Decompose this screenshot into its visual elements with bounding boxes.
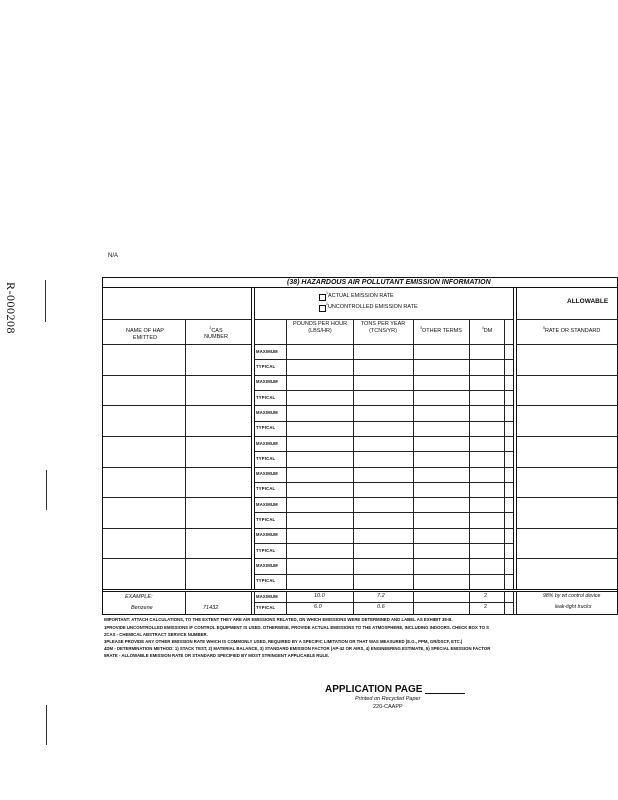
footnote-ref: 4 <box>481 326 484 330</box>
actual-emission-checkbox[interactable] <box>319 294 326 301</box>
example-max-dm: 2 <box>484 593 488 599</box>
pollutant-divider <box>516 558 618 559</box>
footnote-5: 5RATE - ALLOWABLE EMISSION RATE OR STANDARD SPECIFIED BY MOST STRINGENT APPLICABLE RULE. <box>104 653 330 658</box>
actual-emission-label: ACTUAL EMISSION RATE <box>327 292 394 299</box>
pollutant-divider <box>103 558 251 559</box>
margin-line <box>46 705 47 745</box>
col-header-tons-yr: TONS PER YEAR (TCNS/YR) <box>360 321 406 334</box>
uncontrolled-emission-label: UNCONTROLLED EMISSION RATE <box>327 303 418 310</box>
example-max-label: MAXIMUM <box>256 594 278 599</box>
printed-on-recycled: Printed on Recycled Paper <box>355 696 421 702</box>
row-label-maximum: MAXIMUM <box>256 501 278 507</box>
row-divider <box>254 497 513 498</box>
footnote-ref: 1 <box>326 302 328 306</box>
example-typ-label: TYPICAL <box>256 605 276 610</box>
row-label-typical: TYPICAL <box>256 578 276 584</box>
pollutant-divider <box>103 375 251 376</box>
pollutant-divider <box>103 405 251 406</box>
row-divider <box>254 451 513 452</box>
row-divider <box>254 558 513 559</box>
footnote-4: 4DM - DETERMINATION METHOD: 1) STACK TEST, 2) MATERIAL BALANCE, 3) STANDARD EMISSION FACTOR (AP-42 OR AIRS, 4) ENGINEERING ESTIMATE, 5) SPECIAL EMISSION FACTOR <box>104 646 491 651</box>
pollutant-divider <box>516 467 618 468</box>
footnote-important: IMPORTANT: ATTACH CALCULATIONS, TO THE EXTENT THEY ARE AIR EMISSIONS RELATED, ON WHICH EMISSIONS WERE DETERMINED AND LABEL AS EXHIBIT 38-B. <box>104 617 453 622</box>
col-header-other: OTHER TERMS <box>422 327 462 334</box>
row-label-maximum: MAXIMUM <box>256 440 278 446</box>
pollutant-divider <box>103 497 251 498</box>
row-label-maximum: MAXIMUM <box>256 471 278 477</box>
document-stamp: R-000208 <box>4 282 18 334</box>
form-title: (38) HAZARDOUS AIR POLLUTANT EMISSION INFORMATION <box>287 279 491 286</box>
row-label-typical: TYPICAL <box>256 425 276 431</box>
pollutant-divider <box>516 375 618 376</box>
row-divider <box>254 467 513 468</box>
pollutant-divider <box>516 405 618 406</box>
row-divider <box>254 421 513 422</box>
row-divider <box>254 482 513 483</box>
row-label-typical: TYPICAL <box>256 455 276 461</box>
row-divider <box>254 528 513 529</box>
pollutant-divider <box>516 497 618 498</box>
hap-emission-table <box>102 277 618 615</box>
example-max-tons: 7.2 <box>377 593 385 599</box>
row-divider <box>254 512 513 513</box>
pollutant-divider <box>103 528 251 529</box>
row-divider <box>254 375 513 376</box>
footnote-ref: 2 <box>209 326 212 330</box>
pollutant-divider <box>516 528 618 529</box>
row-label-typical: TYPICAL <box>256 517 276 523</box>
example-hap-name: Benzene <box>131 605 153 611</box>
row-label-typical: TYPICAL <box>256 547 276 553</box>
example-typ-lbs: 6.0 <box>314 604 322 610</box>
example-allowable-1: 98% by wt control device <box>543 593 601 599</box>
row-label-maximum: MAXIMUM <box>256 379 278 385</box>
footnote-ref: 5 <box>543 326 545 330</box>
pollutant-divider <box>516 436 618 437</box>
example-typ-tons: 0.6 <box>377 604 385 610</box>
footnote-2: 2CAS - CHEMICAL ABSTRACT SERVICE NUMBER. <box>104 632 208 637</box>
page-number-line[interactable] <box>425 693 465 694</box>
row-label-maximum: MAXIMUM <box>256 532 278 538</box>
uncontrolled-emission-checkbox[interactable] <box>319 305 326 312</box>
col-header-cas: CAS NUMBER <box>204 327 228 341</box>
col-header-hap-name: NAME OF HAP EMITTED <box>126 328 164 341</box>
row-divider <box>254 543 513 544</box>
na-label: N/A <box>108 253 119 259</box>
row-divider <box>254 436 513 437</box>
row-label-typical: TYPICAL <box>256 394 276 400</box>
margin-line <box>45 280 46 322</box>
row-label-typical: TYPICAL <box>256 363 276 369</box>
margin-line <box>46 470 47 510</box>
example-allowable-2: leak-tight trucks <box>555 604 592 610</box>
example-cas: 71432 <box>203 605 219 611</box>
pollutant-divider <box>103 467 251 468</box>
example-max-lbs: 10.0 <box>314 593 325 599</box>
col-header-rate: RATE OR STANDARD <box>544 327 601 334</box>
form-code: 220-CAAPP <box>373 704 403 710</box>
allowable-heading: ALLOWABLE <box>567 298 609 305</box>
application-page-title: APPLICATION PAGE <box>325 684 423 695</box>
row-divider <box>254 405 513 406</box>
row-label-maximum: MAXIMUM <box>256 409 278 415</box>
footnote-1: 1PROVIDE UNCONTROLLED EMISSIONS IF CONTROL EQUIPMENT IS USED. OTHERWISE, PROVIDE ACTUAL EMISSIONS TO THE ATMOSPHERE, INCLUDING INDOORS. CHECK BOX TO S <box>104 625 490 630</box>
row-label-maximum: MAXIMUM <box>256 563 278 569</box>
col-header-dm: DM <box>483 327 493 334</box>
row-divider <box>254 390 513 391</box>
row-label-maximum: MAXIMUM <box>256 348 278 354</box>
row-divider <box>254 574 513 575</box>
row-label-typical: TYPICAL <box>256 486 276 492</box>
pollutant-divider <box>103 436 251 437</box>
example-typ-dm: 2 <box>484 604 488 610</box>
footnote-ref: 3 <box>420 326 422 330</box>
example-label: EXAMPLE: <box>125 594 153 600</box>
footnote-3: 3PLEASE PROVIDE ANY OTHER EMISSION RATE WHICH IS COMMONLY USED, REQUIRED BY A SPECIFIC LIMITATION OR THAT WAS MEASURED (E.G., PPM, GR/DSCF, ETC.) <box>104 639 463 644</box>
col-header-lbs-hr: POUNDS PER HOUR (LBS/HR) <box>292 321 348 334</box>
footnote-ref: 1 <box>326 291 328 295</box>
row-divider <box>254 359 513 360</box>
